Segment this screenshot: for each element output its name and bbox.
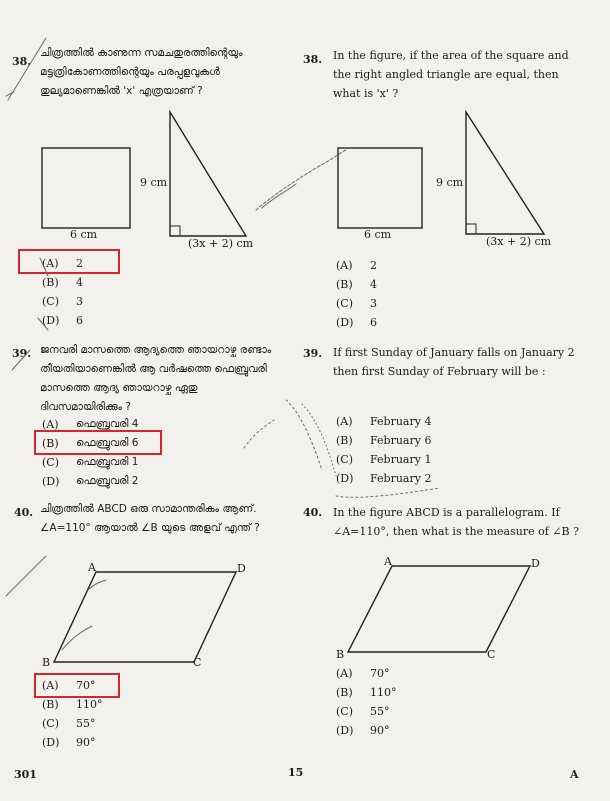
q40-left-question: ചിത്രത്തിൽ ABCD ഒരു സാമാന്തരികം ആണ്. ∠A=110° ആയാൽ ∠B യുടെ അളവ് എന്ത് ? xyxy=(40,503,260,534)
q40-left-option-a[interactable]: (A) 70° xyxy=(42,679,96,692)
q40-right-option-d[interactable]: (D) 90° xyxy=(336,724,390,737)
q40-left-option-d[interactable]: (D) 90° xyxy=(42,736,96,749)
q38-left-option-b[interactable]: (B) 4 xyxy=(42,276,83,289)
q40-left-option-c[interactable]: (C) 55° xyxy=(42,717,96,730)
q38-right-triangle-height: 9 cm xyxy=(436,176,464,189)
q40-left-option-b[interactable]: (B) 110° xyxy=(42,698,103,711)
q40-right-option-b[interactable]: (B) 110° xyxy=(336,686,397,699)
q38-right-option-b[interactable]: (B) 4 xyxy=(336,278,377,291)
page-number: 15 xyxy=(288,766,304,779)
q40-right-number: 40. xyxy=(303,506,323,519)
q38-right-question: In the figure, if the area of the square and the right angled triangle are equal, then what is 'x' ? xyxy=(333,49,569,100)
booklet-series: A xyxy=(570,768,579,781)
q40-right-vertex-d: D xyxy=(531,557,540,570)
q39-right-option-d[interactable]: (D) February 2 xyxy=(336,472,432,485)
q38-right-option-a[interactable]: (A) 2 xyxy=(336,259,377,272)
q39-left-option-c[interactable]: (C) ഫെബ്രുവരി 1 xyxy=(42,456,139,469)
q38-right-number: 38. xyxy=(303,53,323,66)
q39-left-question: ജനവരി മാസത്തെ ആദ്യത്തെ ഞായറാഴ്ച രണ്ടാം തീയതിയാണെങ്കിൽ ആ വർഷത്തെ ഫെബ്രുവരി മാസത്തെ ആദ്യ ഞായറാഴ്ച ഏതു ദിവസമായിരിക്കും ? xyxy=(40,344,272,413)
q39-right-option-c[interactable]: (C) February 1 xyxy=(336,453,432,466)
q40-left-vertex-a: A xyxy=(88,561,96,574)
q40-right-option-c[interactable]: (C) 55° xyxy=(336,705,390,718)
q38-left-number: 38. xyxy=(12,55,32,68)
q39-left-option-b[interactable]: (B) ഫെബ്രുവരി 6 xyxy=(42,437,139,450)
q39-right-number: 39. xyxy=(303,347,323,360)
q38-left-option-c[interactable]: (C) 3 xyxy=(42,295,83,308)
q38-right-option-d[interactable]: (D) 6 xyxy=(336,316,377,329)
q38-left-option-a[interactable]: (A) 2 xyxy=(42,257,83,270)
q38-left-question: ചിത്രത്തിൽ കാണുന്ന സമചതുരത്തിന്റെയും മട്ടത്രികോണത്തിന്റെയും പരപ്പളവുകൾ തുല്യമാണെങ്കിൽ 'x' എത്രയാണ് ? xyxy=(40,47,243,97)
q39-left-option-d[interactable]: (D) ഫെബ്രുവരി 2 xyxy=(42,475,139,488)
q40-left-vertex-d: D xyxy=(237,562,246,575)
q38-right-triangle-base: (3x + 2) cm xyxy=(486,235,552,248)
q39-right-option-b[interactable]: (B) February 6 xyxy=(336,434,432,447)
q38-left-square-side: 6 cm xyxy=(70,228,98,241)
q38-right-square-side: 6 cm xyxy=(364,228,392,241)
q40-left-vertex-c: C xyxy=(193,656,202,669)
q38-left-option-d[interactable]: (D) 6 xyxy=(42,314,83,327)
q40-right-vertex-b: B xyxy=(336,648,345,661)
q39-right-question: If first Sunday of January falls on January 2 then first Sunday of February will be : xyxy=(333,346,575,378)
q40-right-vertex-a: A xyxy=(384,555,392,568)
q40-right-vertex-c: C xyxy=(487,648,496,661)
q38-left-triangle-base: (3x + 2) cm xyxy=(188,237,254,250)
q39-left-option-a[interactable]: (A) ഫെബ്രുവരി 4 xyxy=(42,418,139,431)
q39-right-option-a[interactable]: (A) February 4 xyxy=(336,415,432,428)
footer-code: 301 xyxy=(14,768,37,781)
q40-right-option-a[interactable]: (A) 70° xyxy=(336,667,390,680)
q40-left-number: 40. xyxy=(14,506,34,519)
q40-left-vertex-b: B xyxy=(42,656,51,669)
q38-left-triangle-height: 9 cm xyxy=(140,176,168,189)
q39-left-number: 39. xyxy=(12,347,32,360)
q38-right-option-c[interactable]: (C) 3 xyxy=(336,297,377,310)
q40-right-question: In the figure ABCD is a parallelogram. If ∠A=110°, then what is the measure of ∠B ? xyxy=(333,506,579,538)
